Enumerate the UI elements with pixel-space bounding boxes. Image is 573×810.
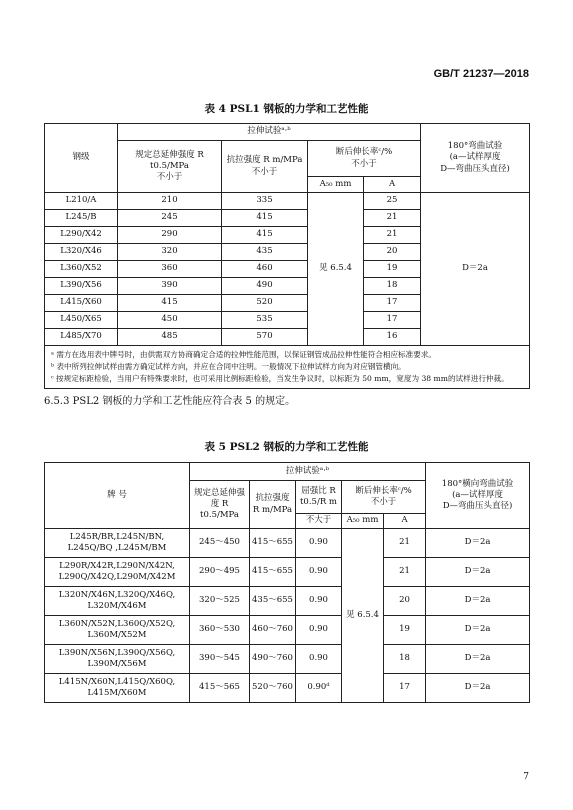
t5-h-a: A bbox=[384, 514, 426, 529]
rt05-cell: 320～525 bbox=[190, 587, 250, 616]
a-cell: 20 bbox=[384, 587, 426, 616]
rm-cell: 460～760 bbox=[250, 616, 296, 645]
a-cell: 17 bbox=[364, 312, 421, 329]
ratio-cell: 0.90 bbox=[296, 529, 342, 558]
a-cell: 19 bbox=[384, 616, 426, 645]
rm-cell: 535 bbox=[222, 312, 308, 329]
page-number: 7 bbox=[523, 772, 529, 782]
t4-h-a50: A₅₀ mm bbox=[308, 177, 364, 193]
t4-h-rt: 规定总延伸强度 R t0.5/MPa 不小于 bbox=[118, 141, 222, 193]
grade-cell: L245R/BR,L245N/BN, L245Q/BQ ,L245M/BM bbox=[45, 529, 190, 558]
rm-cell: 460 bbox=[222, 261, 308, 278]
a-cell: 17 bbox=[364, 295, 421, 312]
rt05-cell: 360 bbox=[118, 261, 222, 278]
rm-cell: 415～655 bbox=[250, 529, 296, 558]
grade-cell: L245/B bbox=[45, 210, 118, 227]
standard-code: GB/T 21237—2018 bbox=[433, 68, 529, 80]
grade-cell: L390/X56 bbox=[45, 278, 118, 295]
a-cell: 18 bbox=[384, 645, 426, 674]
a-cell: 21 bbox=[364, 210, 421, 227]
grade-cell: L320/X46 bbox=[45, 244, 118, 261]
rt05-cell: 390 bbox=[118, 278, 222, 295]
t4-notes: ᵃ 需方在选用表中牌号时，由供需双方协商确定合适的拉伸性能范围，以保证钢管成品拉伸性能符合相应标准要求。 ᵇ 表中所列拉伸试样由需方确定试样方向，并应在合同中注明。一般情况下拉伸试样方向为对应钢管横向。 ᶜ 按规定标距检验，当用户有特殊要求时，也可采用比例标距检验，当发生争议时，以标距为 50 mm，宽度为 38 mm的试样进行仲裁。 bbox=[45, 346, 530, 389]
t5-h-rm: 抗拉强度 R m/MPa bbox=[250, 481, 296, 529]
rm-cell: 490～760 bbox=[250, 645, 296, 674]
a50-cell: 见 6.5.4 bbox=[308, 193, 364, 346]
rt05-cell: 485 bbox=[118, 329, 222, 346]
rt05-cell: 290 bbox=[118, 227, 222, 244]
rm-cell: 520 bbox=[222, 295, 308, 312]
a-cell: 21 bbox=[384, 529, 426, 558]
table5 bbox=[44, 462, 530, 703]
grade-cell: L390N/X56N,L390Q/X56Q, L390M/X56M bbox=[45, 645, 190, 674]
rt05-cell: 320 bbox=[118, 244, 222, 261]
ratio-cell: 0.90 bbox=[296, 587, 342, 616]
t5-h-tensile: 拉伸试验ᵃ·ᵇ bbox=[190, 463, 426, 481]
grade-cell: L320N/X46N,L320Q/X46Q, L320M/X46M bbox=[45, 587, 190, 616]
t5-h-bend: 180°横向弯曲试验 (a—试样厚度 D—弯曲压头直径) bbox=[426, 463, 530, 529]
rm-cell: 415～655 bbox=[250, 558, 296, 587]
a-cell: 21 bbox=[364, 227, 421, 244]
bend-cell: D＝2a bbox=[421, 193, 530, 346]
t4-h-a: A bbox=[364, 177, 421, 193]
table-row bbox=[45, 674, 530, 703]
a-cell: 25 bbox=[364, 193, 421, 210]
ratio-cell: 0.90 bbox=[296, 616, 342, 645]
table-row bbox=[45, 587, 530, 616]
rt05-cell: 390～545 bbox=[190, 645, 250, 674]
rm-cell: 570 bbox=[222, 329, 308, 346]
ratio-cell: 0.90ᵈ bbox=[296, 674, 342, 703]
rt05-cell: 245～450 bbox=[190, 529, 250, 558]
t5-h-rt: 规定总延伸强度 R t0.5/MPa bbox=[190, 481, 250, 529]
bend-cell: D＝2a bbox=[426, 645, 530, 674]
t5-h-notgreater: 不大于 bbox=[296, 514, 342, 529]
ratio-cell: 0.90 bbox=[296, 645, 342, 674]
rm-cell: 490 bbox=[222, 278, 308, 295]
grade-cell: L360/X52 bbox=[45, 261, 118, 278]
rm-cell: 435 bbox=[222, 244, 308, 261]
rm-cell: 415 bbox=[222, 210, 308, 227]
rm-cell: 415 bbox=[222, 227, 308, 244]
rm-cell: 520～760 bbox=[250, 674, 296, 703]
t5-h-grade: 牌 号 bbox=[45, 463, 190, 529]
rt05-cell: 360～530 bbox=[190, 616, 250, 645]
rt05-cell: 415～565 bbox=[190, 674, 250, 703]
rt05-cell: 415 bbox=[118, 295, 222, 312]
grade-cell: L290/X42 bbox=[45, 227, 118, 244]
table5-caption: 表 5 PSL2 钢板的力学和工艺性能 bbox=[204, 441, 369, 453]
a-cell: 17 bbox=[384, 674, 426, 703]
t5-h-elong: 断后伸长率ᶜ/% 不小于 bbox=[342, 481, 426, 514]
rt05-cell: 290～495 bbox=[190, 558, 250, 587]
table-row bbox=[45, 558, 530, 587]
a-cell: 18 bbox=[364, 278, 421, 295]
grade-cell: L360N/X52N,L360Q/X52Q, L360M/X52M bbox=[45, 616, 190, 645]
bend-cell: D＝2a bbox=[426, 529, 530, 558]
t4-h-elong: 断后伸长率ᶜ/% 不小于 bbox=[308, 141, 421, 177]
table4 bbox=[44, 123, 530, 389]
clause-6-5-3: 6.5.3 PSL2 钢板的力学和工艺性能应符合表 5 的规定。 bbox=[44, 396, 296, 407]
table-row bbox=[45, 193, 530, 210]
t5-h-a50: A₅₀ mm bbox=[342, 514, 384, 529]
a50-cell: 见 6.5.4 bbox=[342, 529, 384, 703]
table-row bbox=[45, 529, 530, 558]
bend-cell: D＝2a bbox=[426, 674, 530, 703]
grade-cell: L415N/X60N,L415Q/X60Q, L415M/X60M bbox=[45, 674, 190, 703]
rt05-cell: 210 bbox=[118, 193, 222, 210]
a-cell: 21 bbox=[384, 558, 426, 587]
table4-caption: 表 4 PSL1 钢板的力学和工艺性能 bbox=[204, 103, 369, 115]
rt05-cell: 245 bbox=[118, 210, 222, 227]
bend-cell: D＝2a bbox=[426, 558, 530, 587]
table-row bbox=[45, 616, 530, 645]
t4-h-rm: 抗拉强度 R m/MPa 不小于 bbox=[222, 141, 308, 193]
grade-cell: L415/X60 bbox=[45, 295, 118, 312]
grade-cell: L450/X65 bbox=[45, 312, 118, 329]
t5-h-ratio: 屈强比 R t0.5/R m bbox=[296, 481, 342, 514]
t4-h-tensile: 拉伸试验ᵃ·ᵇ bbox=[118, 124, 421, 141]
a-cell: 16 bbox=[364, 329, 421, 346]
table-row bbox=[45, 645, 530, 674]
rm-cell: 335 bbox=[222, 193, 308, 210]
t4-h-grade: 钢级 bbox=[45, 124, 118, 193]
bend-cell: D＝2a bbox=[426, 587, 530, 616]
bend-cell: D＝2a bbox=[426, 616, 530, 645]
grade-cell: L210/A bbox=[45, 193, 118, 210]
a-cell: 19 bbox=[364, 261, 421, 278]
rt05-cell: 450 bbox=[118, 312, 222, 329]
ratio-cell: 0.90 bbox=[296, 558, 342, 587]
grade-cell: L290R/X42R,L290N/X42N, L290Q/X42Q,L290M/X42M bbox=[45, 558, 190, 587]
grade-cell: L485/X70 bbox=[45, 329, 118, 346]
rm-cell: 435～655 bbox=[250, 587, 296, 616]
a-cell: 20 bbox=[364, 244, 421, 261]
t4-h-bend: 180°弯曲试验 (a—试样厚度 D—弯曲压头直径) bbox=[421, 124, 530, 193]
